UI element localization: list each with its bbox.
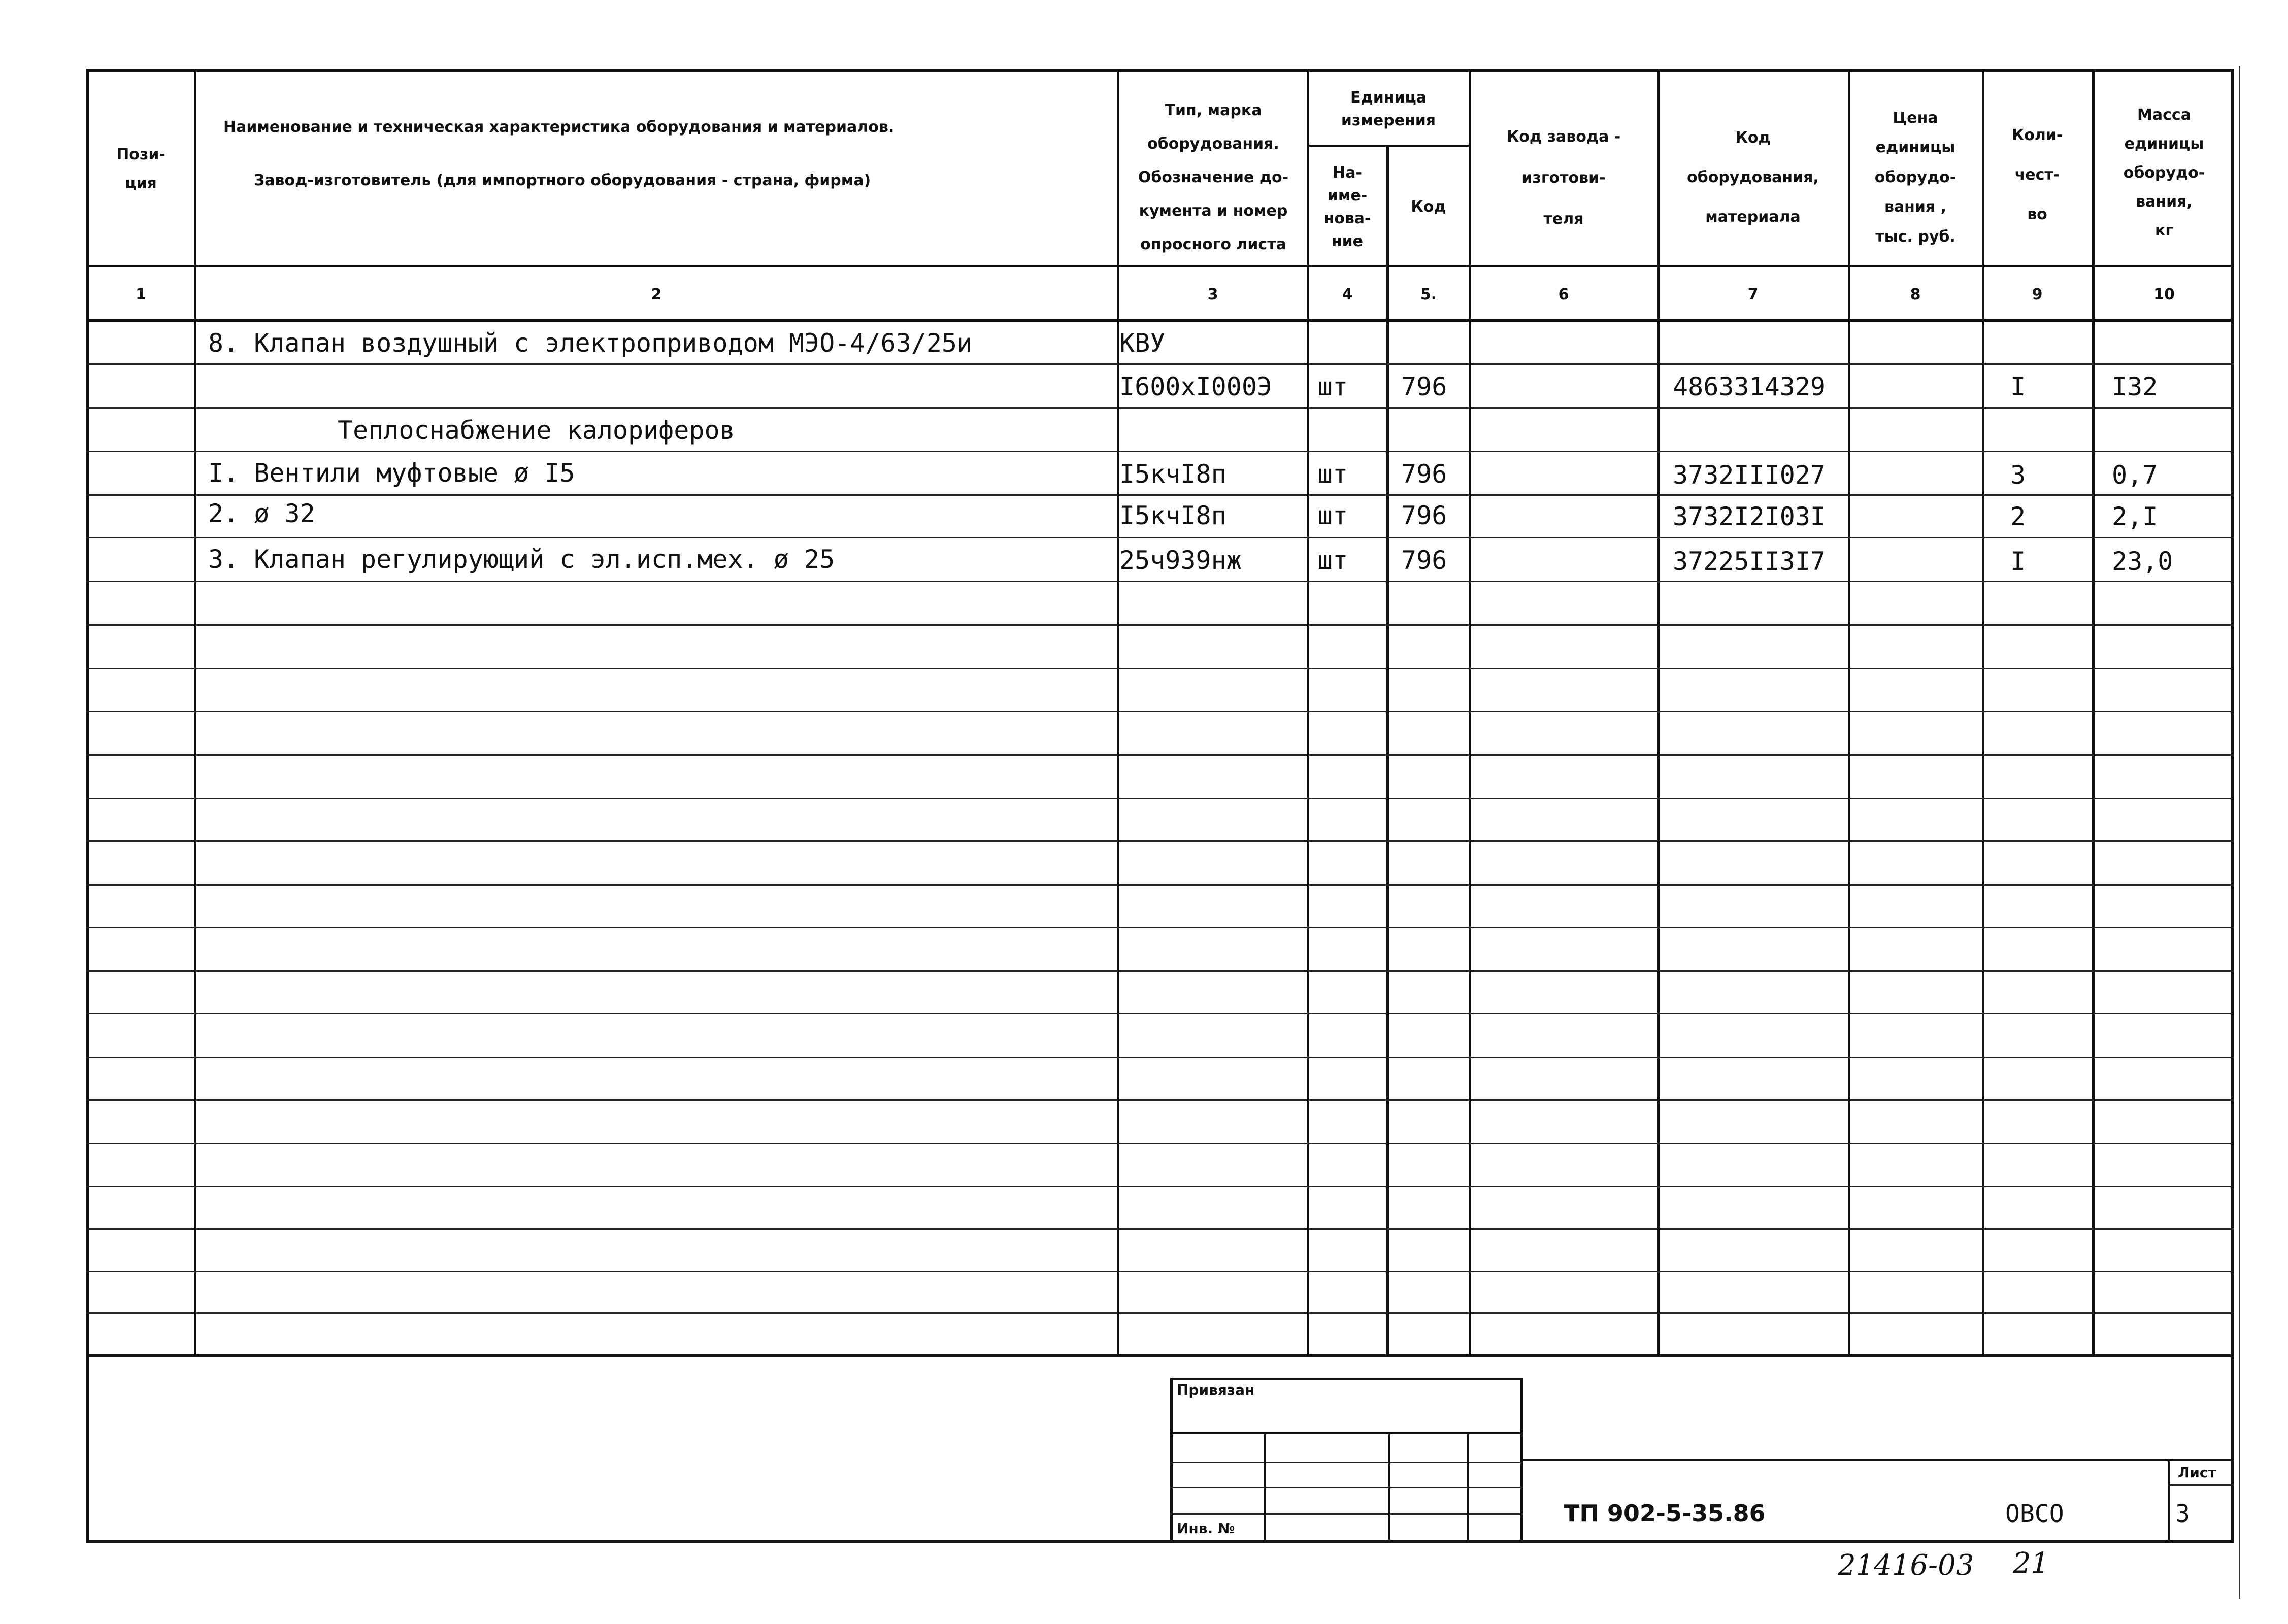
privyazan-label: Привязан <box>1177 1381 1255 1398</box>
stamp-line <box>1170 1462 1523 1463</box>
header-mass: Масса единицы оборудо- вания, кг <box>2123 106 2205 240</box>
stamp-line <box>1170 1432 1523 1434</box>
col-divider <box>1307 71 1309 1355</box>
item-name: I. Вентили муфтовые ø I5 <box>208 458 575 488</box>
stamp-line <box>1170 1487 1523 1488</box>
col-divider <box>1657 71 1660 1355</box>
table-bottom-line <box>86 1354 2234 1357</box>
stamp-line <box>2168 1484 2234 1486</box>
row-line <box>86 1228 2234 1230</box>
inv-number-label: Инв. № <box>1177 1520 1235 1537</box>
column-number: 6 <box>1558 285 1569 303</box>
col-divider <box>1469 71 1471 1355</box>
row-line <box>86 1013 2234 1014</box>
column-number: 1 <box>136 285 146 303</box>
section-title: Теплоснабжение калориферов <box>338 416 735 445</box>
item-qty: I <box>2010 547 2026 576</box>
item-type: 25ч939нж <box>1119 546 1242 575</box>
header-quantity: Коли- чест- во <box>2011 126 2063 223</box>
column-number: 3 <box>1207 285 1218 303</box>
row-line <box>86 1271 2234 1272</box>
item-unit: шт <box>1317 501 1348 530</box>
section-code: ОВСО <box>2005 1500 2064 1528</box>
column-number: 4 <box>1342 285 1353 303</box>
row-line <box>86 927 2234 928</box>
column-number: 2 <box>651 285 662 303</box>
column-number: 8 <box>1910 285 1921 303</box>
row-line <box>86 1057 2234 1058</box>
archive-number: 21416-03 <box>1838 1549 1974 1582</box>
stamp-divider <box>1467 1432 1469 1543</box>
item-unit-code: 796 <box>1401 546 1447 575</box>
stamp-divider <box>2168 1459 2170 1543</box>
header-name-line1: Наименование и техническая характеристика оборудования и материалов. <box>223 118 894 136</box>
row-line <box>86 884 2234 886</box>
column-number: 10 <box>2153 285 2175 303</box>
item-name: 2. ø 32 <box>208 499 315 528</box>
row-line <box>86 710 2234 712</box>
row-line <box>86 840 2234 842</box>
header-unit-code: Код <box>1411 198 1446 216</box>
item-type: I5кчI8п <box>1119 501 1226 530</box>
stamp-line <box>1170 1513 1523 1515</box>
item-type: I5кчI8п <box>1119 459 1226 489</box>
row-line <box>86 798 2234 799</box>
item-type: КВУ <box>1119 328 1166 358</box>
item-unit-code: 796 <box>1401 459 1447 489</box>
row-line <box>86 754 2234 756</box>
col-divider <box>1117 71 1119 1355</box>
item-qty: 3 <box>2010 460 2026 490</box>
header-unit-name: На- име- нова- ние <box>1323 163 1371 250</box>
sheet-number: 3 <box>2175 1500 2190 1528</box>
header-type: Тип, марка оборудования. Обозначение до- кумента и номер опросного листа <box>1138 101 1289 253</box>
item-unit: шт <box>1317 546 1348 575</box>
privyazan-box <box>1170 1378 1523 1543</box>
row-line <box>86 668 2234 669</box>
stamp-line <box>1523 1459 2234 1461</box>
margin-line <box>2239 66 2240 1599</box>
item-unit: шт <box>1317 372 1348 401</box>
item-code: 4863314329 <box>1673 372 1826 401</box>
item-code: 3732I2I03I <box>1673 502 1826 531</box>
item-mass: 2,I <box>2112 502 2158 531</box>
header-equipment-code: Код оборудования, материала <box>1687 129 1819 226</box>
item-name: 8. Клапан воздушный с электроприводом МЭО-4/63/25и <box>208 328 973 358</box>
item-code: 3732III027 <box>1673 460 1826 490</box>
header-unit-group: Единица измерения <box>1341 89 1436 129</box>
item-qty: I <box>2010 372 2026 401</box>
col-divider <box>1386 145 1389 1355</box>
stamp-divider <box>1388 1432 1390 1543</box>
header-price: Цена единицы оборудо- вания , тыс. руб. <box>1874 109 1957 246</box>
stamp-divider <box>1264 1432 1266 1543</box>
header-position: Пози- ция <box>116 145 165 192</box>
column-number: 5. <box>1420 285 1437 303</box>
item-mass: 23,0 <box>2112 547 2173 576</box>
header-bottom-line <box>86 265 2234 267</box>
sheet-label: Лист <box>2178 1464 2216 1481</box>
header-factory-code: Код завода - изготови- теля <box>1506 127 1621 228</box>
item-unit-code: 796 <box>1401 372 1447 401</box>
row-line <box>86 1099 2234 1101</box>
item-unit: шт <box>1317 459 1348 489</box>
col-divider <box>1982 71 1984 1355</box>
item-name: 3. Клапан регулирующий с эл.исп.мех. ø 25 <box>208 545 835 574</box>
item-mass: I32 <box>2112 372 2158 401</box>
row-line <box>86 1186 2234 1187</box>
unit-group-divider <box>1307 145 1469 147</box>
row-line <box>86 1143 2234 1144</box>
col-divider <box>2092 71 2095 1355</box>
row-line <box>86 1312 2234 1314</box>
document-code: ТП 902-5-35.86 <box>1564 1500 1766 1527</box>
item-code: 37225II3I7 <box>1673 547 1826 576</box>
row-line <box>86 970 2234 972</box>
col-divider <box>194 71 196 1355</box>
item-qty: 2 <box>2010 502 2026 531</box>
item-type: I600xI000Э <box>1119 372 1273 401</box>
row-line <box>86 624 2234 626</box>
column-number: 9 <box>2032 285 2043 303</box>
item-unit-code: 796 <box>1401 501 1447 530</box>
archive-page: 21 <box>2013 1547 2049 1580</box>
item-mass: 0,7 <box>2112 460 2158 490</box>
header-name-line2: Завод-изготовитель (для импортного оборудования - страна, фирма) <box>254 171 871 189</box>
column-number: 7 <box>1747 285 1759 303</box>
col-divider <box>1848 71 1850 1355</box>
